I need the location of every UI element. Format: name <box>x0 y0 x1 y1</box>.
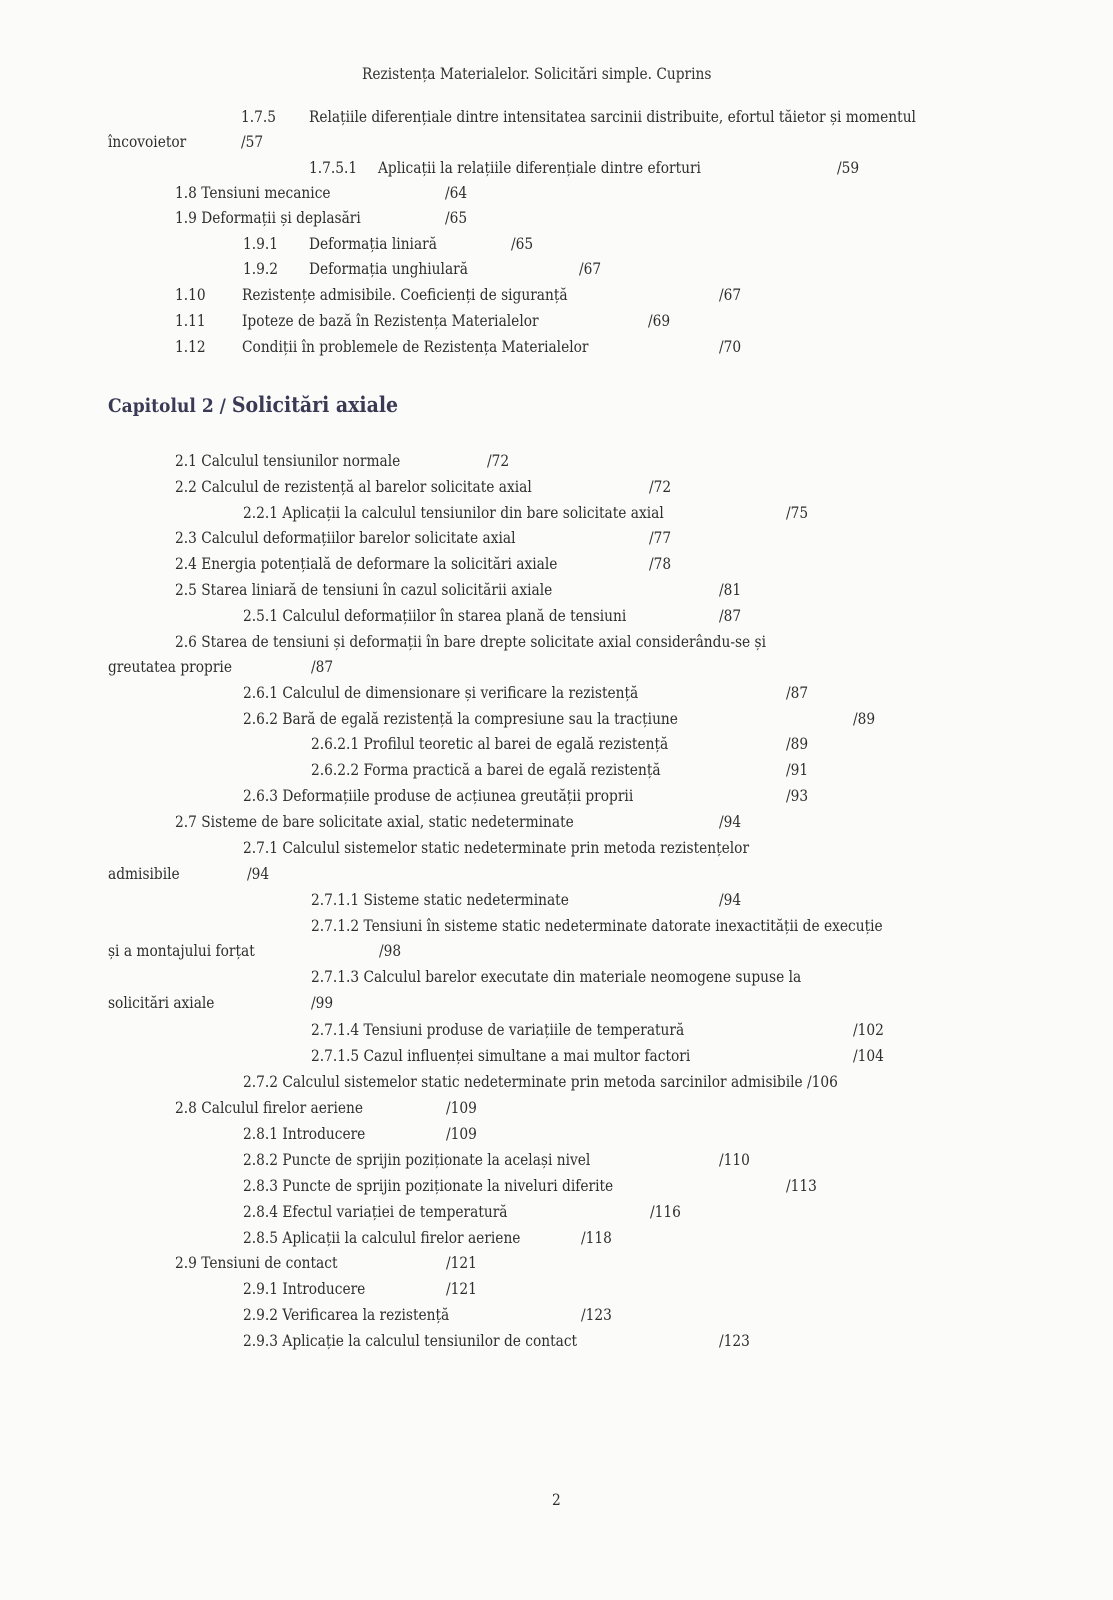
toc-entry: 2.8.1 Introducere <box>243 1124 366 1143</box>
toc-entry: 2.8.3 Puncte de sprijin poziționate la niveluri diferite <box>243 1176 614 1195</box>
toc-page: /72 <box>649 477 672 496</box>
toc-page: /98 <box>379 941 402 960</box>
toc-entry: Rezistențe admisibile. Coeficienți de siguranță <box>242 285 568 304</box>
toc-entry: 2.5.1 Calculul deformațiilor în starea plană de tensiuni <box>243 606 627 625</box>
toc-entry: 2.8.2 Puncte de sprijin poziționate la același nivel <box>243 1150 591 1169</box>
toc-page: /67 <box>579 259 602 278</box>
running-header: Rezistența Materialelor. Solicitări simple. Cuprins <box>362 64 712 83</box>
toc-entry: Deformația liniară <box>309 234 437 253</box>
toc-page: /57 <box>241 132 264 151</box>
toc-page: /78 <box>649 554 672 573</box>
toc-number: 1.10 <box>175 285 206 304</box>
toc-entry: încovoietor <box>108 132 187 151</box>
toc-number: 1.7.5 <box>241 107 277 126</box>
toc-entry: 2.9 Tensiuni de contact <box>175 1253 338 1272</box>
toc-number: 1.9.1 <box>243 234 279 253</box>
toc-entry: 2.4 Energia potențială de deformare la solicitări axiale <box>175 554 558 573</box>
toc-entry: 2.9.2 Verificarea la rezistență <box>243 1305 450 1324</box>
toc-entry: 2.6.2.1 Profilul teoretic al barei de egală rezistență <box>311 734 669 753</box>
toc-entry: Aplicații la relațiile diferențiale dintre eforturi <box>378 158 701 177</box>
toc-page: /77 <box>649 528 672 547</box>
toc-page: /69 <box>648 311 671 330</box>
toc-entry: 2.7 Sisteme de bare solicitate axial, static nedeterminate <box>175 812 574 831</box>
toc-page: /89 <box>853 709 876 728</box>
toc-page: /123 <box>581 1305 612 1324</box>
toc-number: 1.7.5.1 <box>309 158 358 177</box>
toc-page: /123 <box>719 1331 750 1350</box>
toc-page: /72 <box>487 451 510 470</box>
toc-entry: Condiții în problemele de Rezistența Materialelor <box>242 337 589 356</box>
toc-entry: 2.6.3 Deformațiile produse de acțiunea greutății proprii <box>243 786 634 805</box>
toc-page: /64 <box>445 183 468 202</box>
toc-entry: 2.8.5 Aplicații la calculul firelor aeriene <box>243 1228 521 1247</box>
toc-entry: solicitări axiale <box>108 993 215 1012</box>
toc-entry: 2.7.1.2 Tensiuni în sisteme static nedeterminate datorate inexactității de execuție <box>311 916 883 935</box>
toc-page: /118 <box>581 1228 612 1247</box>
toc-page: /59 <box>837 158 860 177</box>
toc-page: /113 <box>786 1176 817 1195</box>
toc-entry: 2.6.2 Bară de egală rezistență la compresiune sau la tracțiune <box>243 709 678 728</box>
toc-page: /109 <box>446 1124 477 1143</box>
toc-page: /87 <box>311 657 334 676</box>
toc-entry: 2.7.2 Calculul sistemelor static nedeterminate prin metoda sarcinilor admisibile /106 <box>243 1072 838 1091</box>
toc-entry: admisibile <box>108 864 180 883</box>
toc-entry: 2.1 Calculul tensiunilor normale <box>175 451 401 470</box>
toc-page: /99 <box>311 993 334 1012</box>
toc-entry: greutatea proprie <box>108 657 232 676</box>
toc-page: /87 <box>719 606 742 625</box>
toc-page: /65 <box>511 234 534 253</box>
toc-number: 1.11 <box>175 311 206 330</box>
toc-page: /121 <box>446 1253 477 1272</box>
toc-entry: și a montajului forțat <box>108 941 255 960</box>
toc-entry: 2.9.3 Aplicație la calculul tensiunilor de contact <box>243 1331 578 1350</box>
toc-entry: 2.9.1 Introducere <box>243 1279 366 1298</box>
toc-entry: 2.3 Calculul deformațiilor barelor solicitate axial <box>175 528 516 547</box>
toc-page: /94 <box>719 812 742 831</box>
toc-entry: 2.2 Calculul de rezistență al barelor solicitate axial <box>175 477 532 496</box>
toc-entry: Ipoteze de bază în Rezistența Materialelor <box>242 311 539 330</box>
toc-entry: 2.7.1.1 Sisteme static nedeterminate <box>311 890 569 909</box>
toc-entry: 1.9 Deformații și deplasări <box>175 208 361 227</box>
toc-number: 1.9.2 <box>243 259 279 278</box>
toc-page: /65 <box>445 208 468 227</box>
toc-page: /87 <box>786 683 809 702</box>
toc-entry: 2.6.2.2 Forma practică a barei de egală rezistență <box>311 760 661 779</box>
chapter-prefix: Capitolul 2 / <box>108 395 226 417</box>
toc-entry: 2.7.1.3 Calculul barelor executate din materiale neomogene supuse la <box>311 967 802 986</box>
toc-page: /81 <box>719 580 742 599</box>
page-number: 2 <box>552 1490 561 1509</box>
toc-entry: Deformația unghiulară <box>309 259 468 278</box>
toc-entry: 2.7.1 Calculul sistemelor static nedeterminate prin metoda rezistențelor <box>243 838 750 857</box>
toc-entry: 2.8.4 Efectul variației de temperatură <box>243 1202 508 1221</box>
toc-number: 1.12 <box>175 337 206 356</box>
toc-entry: Relațiile diferențiale dintre intensitatea sarcinii distribuite, efortul tăietor și momentul <box>309 107 916 126</box>
toc-entry: 2.6.1 Calculul de dimensionare și verificare la rezistență <box>243 683 639 702</box>
toc-entry: 2.5 Starea liniară de tensiuni în cazul solicitării axiale <box>175 580 553 599</box>
toc-page: /102 <box>853 1020 884 1039</box>
toc-page: /110 <box>719 1150 750 1169</box>
toc-page: /89 <box>786 734 809 753</box>
toc-entry: 2.8 Calculul firelor aeriene <box>175 1098 364 1117</box>
toc-page: /116 <box>650 1202 681 1221</box>
toc-page: /91 <box>786 760 809 779</box>
toc-page: /109 <box>446 1098 477 1117</box>
toc-page: /94 <box>247 864 270 883</box>
toc-page: /94 <box>719 890 742 909</box>
toc-entry: 2.6 Starea de tensiuni și deformații în bare drepte solicitate axial considerându-se și <box>175 632 767 651</box>
toc-page: /67 <box>719 285 742 304</box>
toc-entry: 2.2.1 Aplicații la calculul tensiunilor din bare solicitate axial <box>243 503 664 522</box>
toc-page: /70 <box>719 337 742 356</box>
chapter-title: Solicitări axiale <box>231 392 399 417</box>
toc-page: /93 <box>786 786 809 805</box>
toc-entry: 1.8 Tensiuni mecanice <box>175 183 331 202</box>
toc-page: /75 <box>786 503 809 522</box>
chapter-heading <box>108 393 398 418</box>
toc-entry: 2.7.1.4 Tensiuni produse de variațiile de temperatură <box>311 1020 685 1039</box>
toc-page: /121 <box>446 1279 477 1298</box>
toc-page: /104 <box>853 1046 884 1065</box>
toc-entry: 2.7.1.5 Cazul influenței simultane a mai multor factori <box>311 1046 691 1065</box>
